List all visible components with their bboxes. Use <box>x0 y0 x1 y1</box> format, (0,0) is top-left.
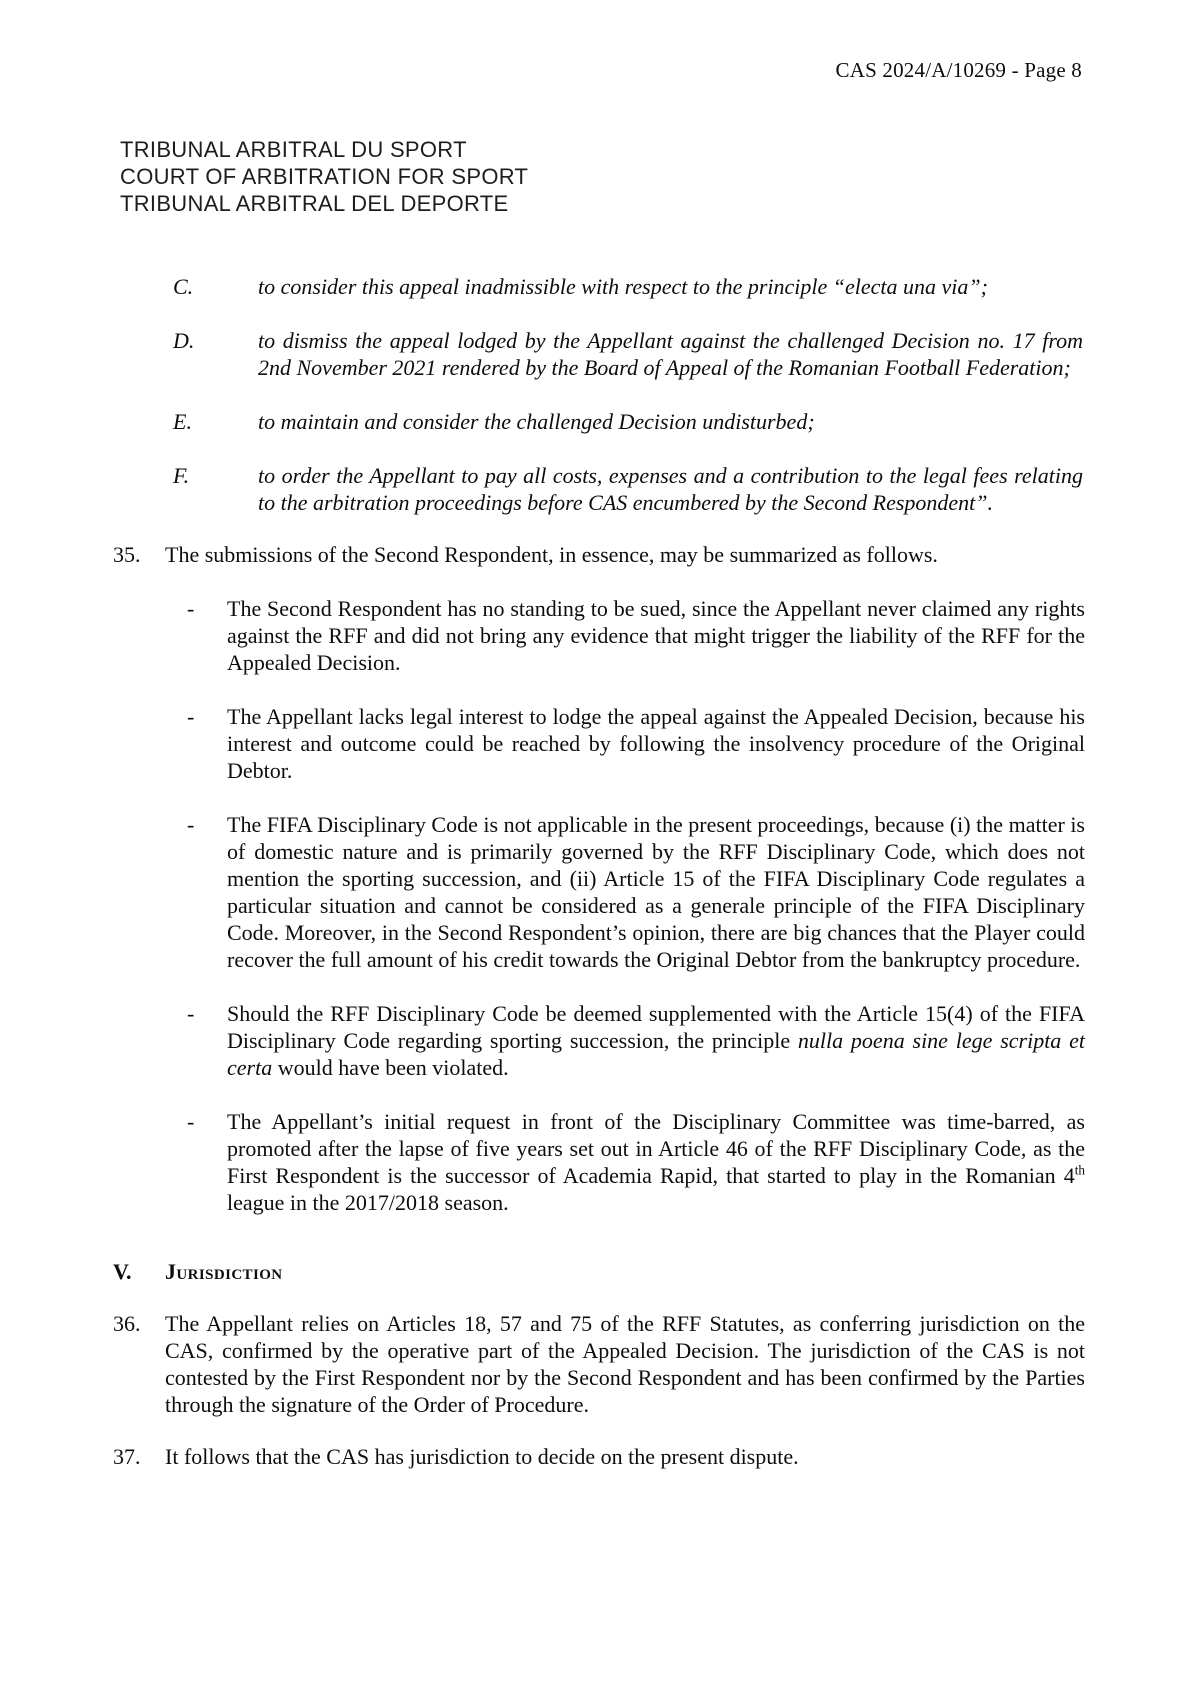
bullet-item-2 <box>187 703 1085 784</box>
section-heading-jurisdiction <box>113 1258 1085 1285</box>
ordinal-superscript: th <box>1074 1162 1085 1178</box>
letterhead <box>120 136 1200 217</box>
section-number: V. <box>113 1259 132 1284</box>
dash-bullet-marker: - <box>187 812 195 837</box>
bullet-text-segment: would have been violated. <box>272 1055 509 1080</box>
paragraph-text: It follows that the CAS has jurisdiction to decide on the present dispute. <box>165 1444 799 1469</box>
page-header: CAS 2024/A/10269 - Page 8 <box>835 58 1082 82</box>
quote-item-text: to consider this appeal inadmissible with respect to the principle “electa una via”; <box>258 274 988 299</box>
bullet-item-1 <box>187 595 1085 676</box>
bullet-item-4 <box>187 1000 1085 1081</box>
bullet-text <box>227 1000 1085 1081</box>
bullet-text-segment: The FIFA Disciplinary Code is not applicable in the present proceedings, because (i) the matter is of domestic nature and is primarily governed by the RFF Disciplinary Code, which does not mention the sporting succession, and (ii) Article 15 of the FIFA Disciplinary Code regulates a particular situation and cannot be considered as a generale principle of the FIFA Disciplinary Code. Moreover, in the Second Respondent’s opinion, there are big chances that the Player could recover the full amount of his credit towards the Original Debtor from the bankruptcy procedure. <box>227 812 1085 972</box>
bullet-text-segment: Should the RFF Disciplinary Code be deemed supplemented with the Article 15(4) of the FIFA Disciplinary Code regarding sporting succession, the principle <box>227 1001 1085 1053</box>
letterhead-line-french: TRIBUNAL ARBITRAL DU SPORT <box>120 137 467 162</box>
quote-item-text: to dismiss the appeal lodged by the Appellant against the challenged Decision no. 17 from 2nd November 2021 rendered by the Board of Appeal of the Romanian Football Federation; <box>258 328 1083 380</box>
letterhead-line-spanish: TRIBUNAL ARBITRAL DEL DEPORTE <box>120 191 509 216</box>
dash-bullet-marker: - <box>187 1109 195 1134</box>
bullet-text <box>227 1108 1085 1216</box>
quote-item-text: to order the Appellant to pay all costs, expenses and a contribution to the legal fees relating to the arbitration proceedings before CAS encumbered by the Second Respondent”. <box>258 463 1083 515</box>
letterhead-line-english: COURT OF ARBITRATION FOR SPORT <box>120 164 529 189</box>
paragraph-35 <box>113 541 1085 568</box>
bullet-text-segment: The Appellant’s initial request in front of the Disciplinary Committee was time-barred, as promoted after the lapse of five years set out in Article 46 of the RFF Disciplinary Code, as the First Respondent is the successor of Academia Rapid, that started to play in the Romanian 4 <box>227 1109 1085 1188</box>
bullet-item-5 <box>187 1108 1085 1216</box>
quote-item-label: C. <box>173 274 194 299</box>
bullet-text <box>227 703 1085 784</box>
bullet-text-segment: The Second Respondent has no standing to be sued, since the Appellant never claimed any rights against the RFF and did not bring any evidence that might trigger the liability of the RFF for the Appealed Decision. <box>227 596 1085 675</box>
dash-bullet-marker: - <box>187 704 195 729</box>
quoted-requests-list <box>173 273 1083 516</box>
paragraph-number: 37. <box>113 1444 141 1469</box>
bullet-text-segment: The Appellant lacks legal interest to lodge the appeal against the Appealed Decision, because his interest and outcome could be reached by following the insolvency procedure of the Original Debtor. <box>227 704 1085 783</box>
paragraph-text: The Appellant relies on Articles 18, 57 and 75 of the RFF Statutes, as conferring jurisdiction on the CAS, confirmed by the operative part of the Appealed Decision. The jurisdiction of the CAS is not contested by the First Respondent nor by the Second Respondent and has been confirmed by the Parties through the signature of the Order of Procedure. <box>165 1311 1085 1417</box>
dash-bullet-marker: - <box>187 596 195 621</box>
quote-item-d <box>173 327 1083 381</box>
paragraph-36 <box>113 1310 1085 1418</box>
quote-item-e <box>173 408 1083 435</box>
quote-item-text: to maintain and consider the challenged Decision undisturbed; <box>258 409 815 434</box>
paragraph-37 <box>113 1443 1085 1470</box>
quote-item-label: D. <box>173 328 195 353</box>
bullet-text <box>227 811 1085 973</box>
quote-item-label: F. <box>173 463 190 488</box>
paragraph-number: 35. <box>113 542 141 567</box>
dash-bullet-marker: - <box>187 1001 195 1026</box>
bullet-item-3 <box>187 811 1085 973</box>
paragraph-text: The submissions of the Second Respondent, in essence, may be summarized as follows. <box>165 542 938 567</box>
quote-item-label: E. <box>173 409 192 434</box>
quote-item-f <box>173 462 1083 516</box>
paragraph-number: 36. <box>113 1311 141 1336</box>
section-title: Jurisdiction <box>165 1259 283 1284</box>
latin-phrase-italic: nulla poena sine lege scripta et certa <box>227 1028 1085 1080</box>
bullet-text-segment: league in the 2017/2018 season. <box>227 1190 509 1215</box>
quote-item-c <box>173 273 1083 300</box>
bullet-text <box>227 595 1085 676</box>
